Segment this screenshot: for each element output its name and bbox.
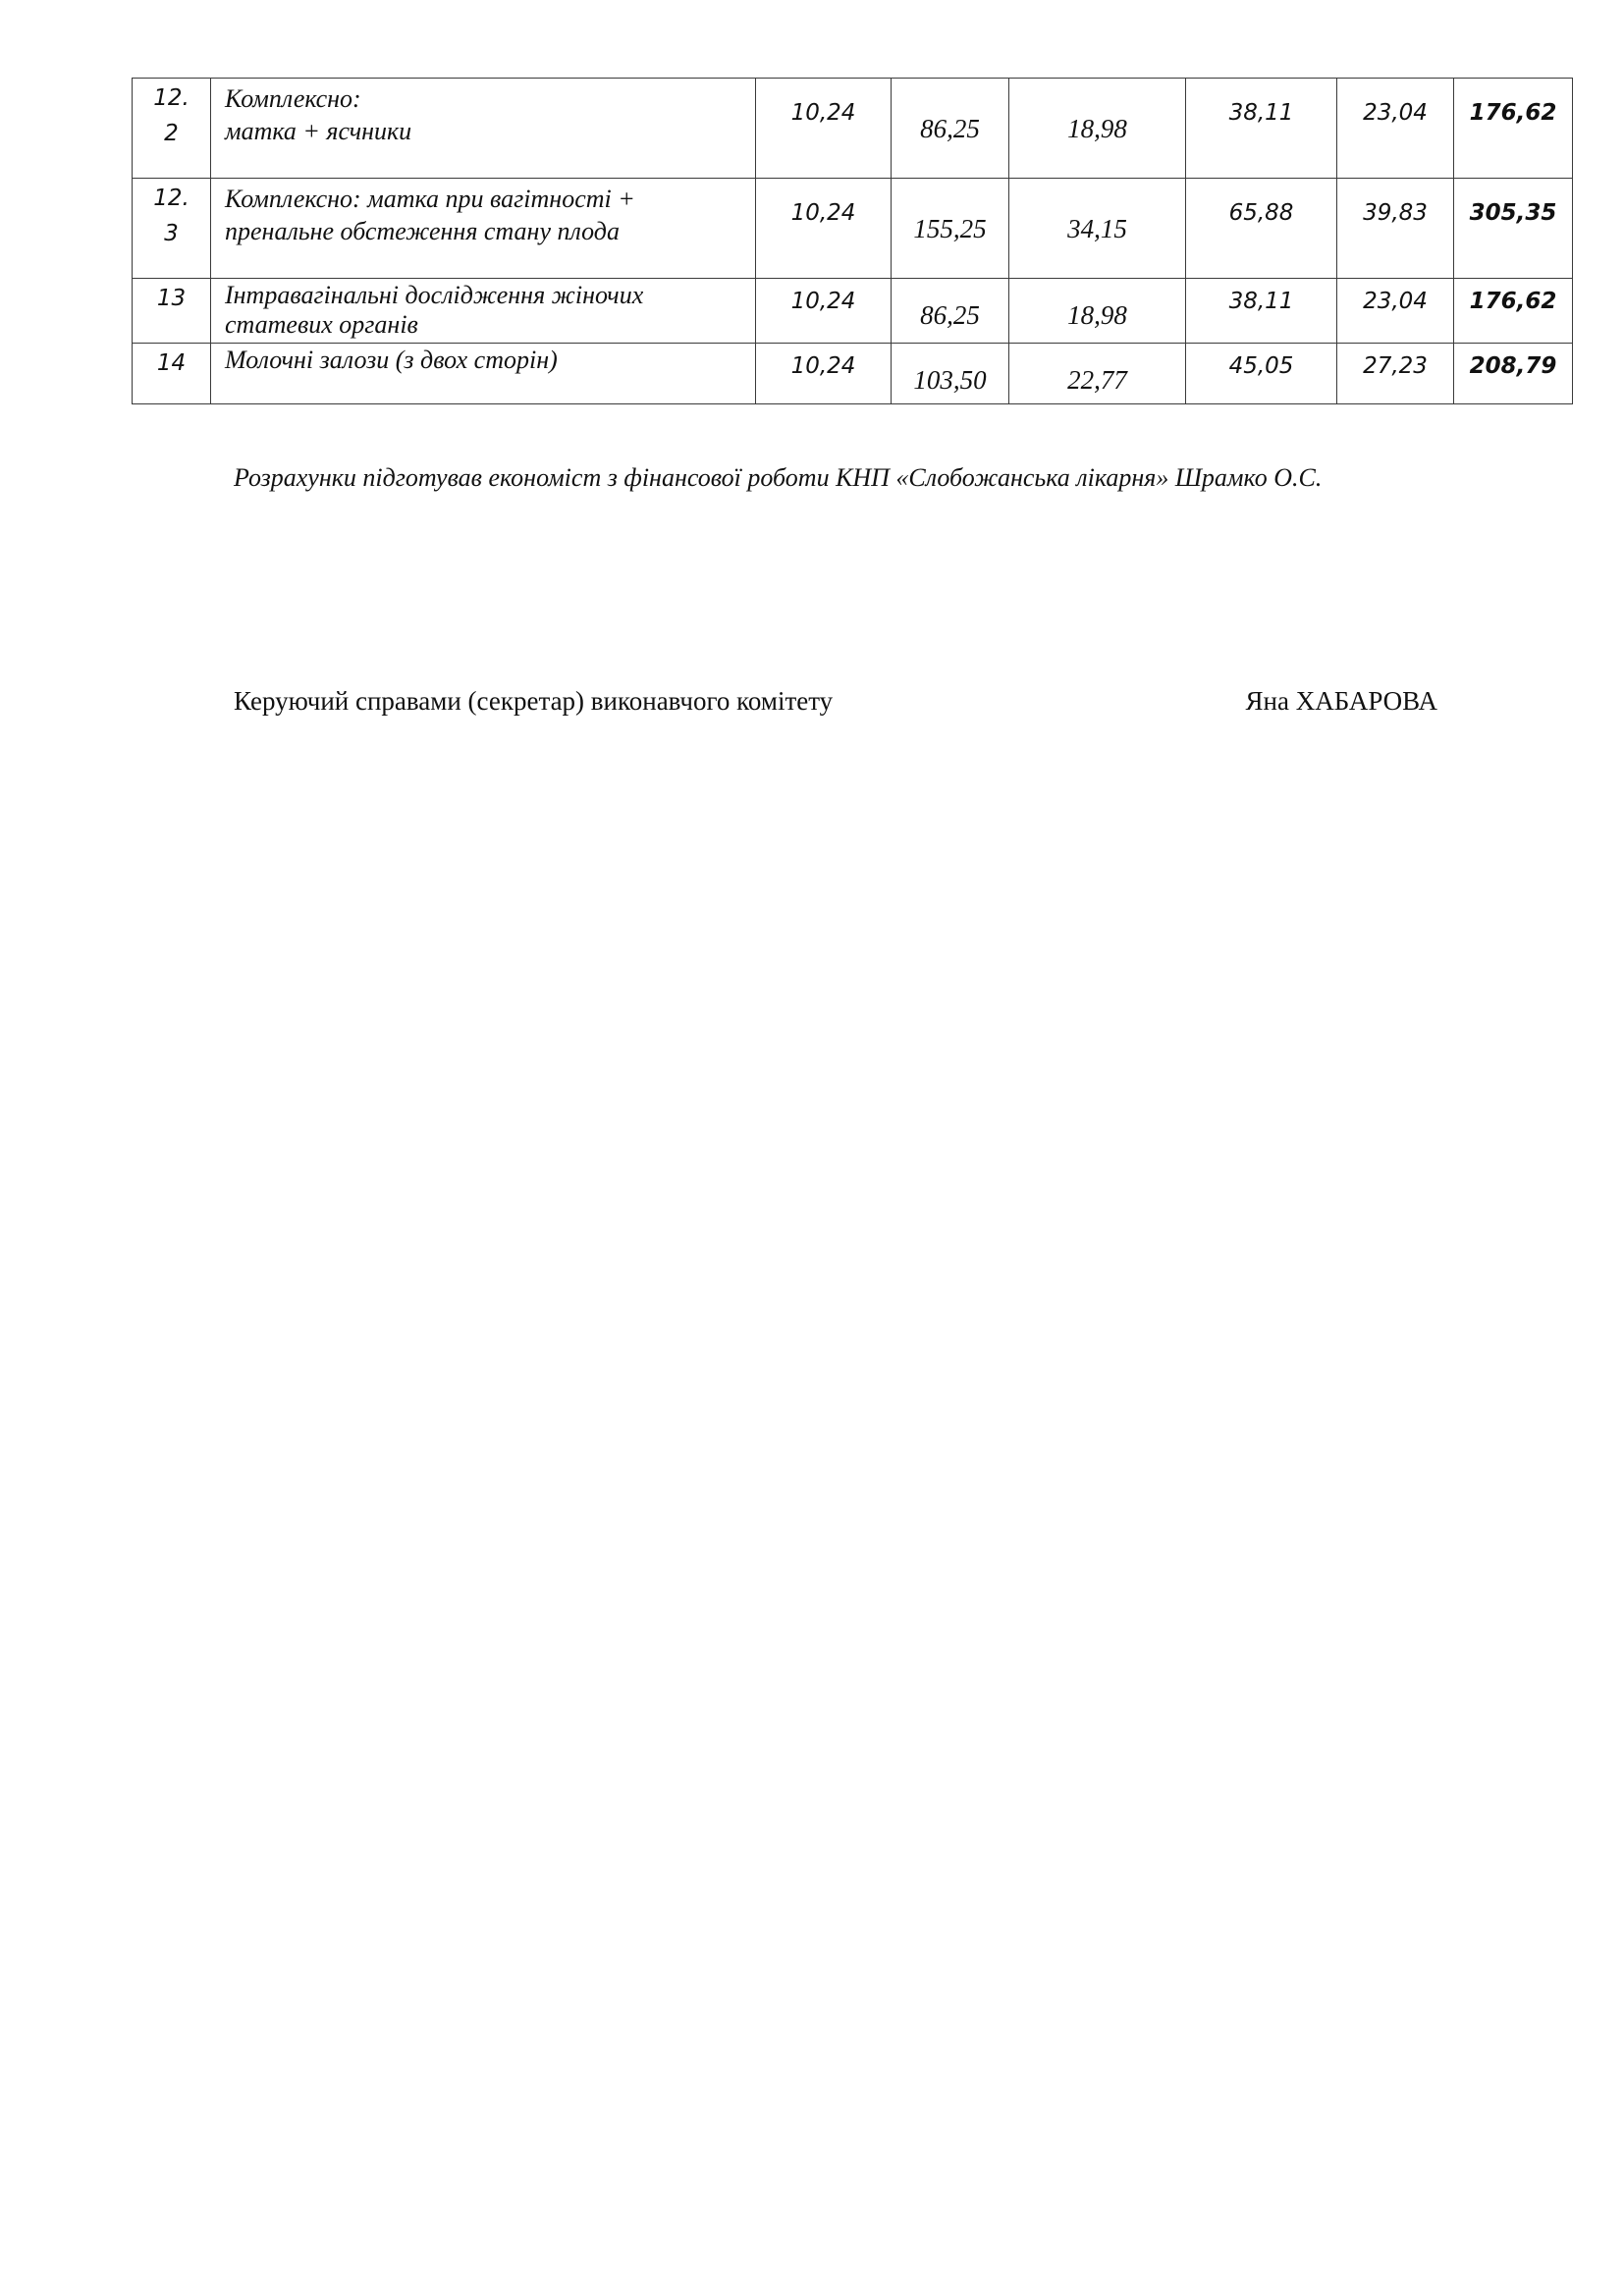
cost-cell: 10,24 — [756, 179, 892, 279]
table-row — [133, 79, 1573, 179]
cost-cell: 10,24 — [756, 279, 892, 344]
total-cell: 176,62 — [1454, 79, 1573, 179]
cost-cell: 27,23 — [1337, 344, 1454, 404]
cost-cell: 10,24 — [756, 79, 892, 179]
service-name: Комплексно: матка при вагітності + пренальне обстеження стану плода — [211, 179, 756, 279]
service-name: Молочні залози (з двох сторін) — [211, 344, 756, 404]
cost-cell: 18,98 — [1009, 79, 1186, 179]
total-cell: 208,79 — [1454, 344, 1573, 404]
cost-cell: 103,50 — [892, 344, 1009, 404]
service-name: Інтравагінальні дослідження жіночих статевих органів — [211, 279, 756, 344]
cost-cell: 65,88 — [1186, 179, 1337, 279]
service-name: Комплексно: матка + ясчники — [211, 79, 756, 179]
cost-cell: 22,77 — [1009, 344, 1186, 404]
cost-cell: 38,11 — [1186, 279, 1337, 344]
row-number: 14 — [133, 344, 211, 404]
cost-cell: 45,05 — [1186, 344, 1337, 404]
cost-cell: 34,15 — [1009, 179, 1186, 279]
cost-cell: 86,25 — [892, 279, 1009, 344]
total-cell: 176,62 — [1454, 279, 1573, 344]
row-number: 12. 2 — [133, 79, 211, 179]
total-cell: 305,35 — [1454, 179, 1573, 279]
signatory-title: Керуючий справами (секретар) виконавчого комітету — [234, 686, 834, 716]
cost-cell: 10,24 — [756, 344, 892, 404]
cost-cell: 18,98 — [1009, 279, 1186, 344]
cost-cell: 23,04 — [1337, 79, 1454, 179]
prepared-by-note: Розрахунки підготував економіст з фінансової роботи КНП «Слобожанська лікарня» Шрамко О.С. — [234, 463, 1323, 492]
signatory-name: Яна ХАБАРОВА — [1245, 686, 1437, 716]
row-number: 13 — [133, 279, 211, 344]
table-row — [133, 179, 1573, 279]
cost-cell: 23,04 — [1337, 279, 1454, 344]
table-row — [133, 344, 1573, 404]
cost-cell: 38,11 — [1186, 79, 1337, 179]
table-row — [133, 279, 1573, 344]
cost-cell: 86,25 — [892, 79, 1009, 179]
cost-cell: 155,25 — [892, 179, 1009, 279]
row-number: 12. 3 — [133, 179, 211, 279]
cost-cell: 39,83 — [1337, 179, 1454, 279]
price-table — [132, 78, 1573, 404]
